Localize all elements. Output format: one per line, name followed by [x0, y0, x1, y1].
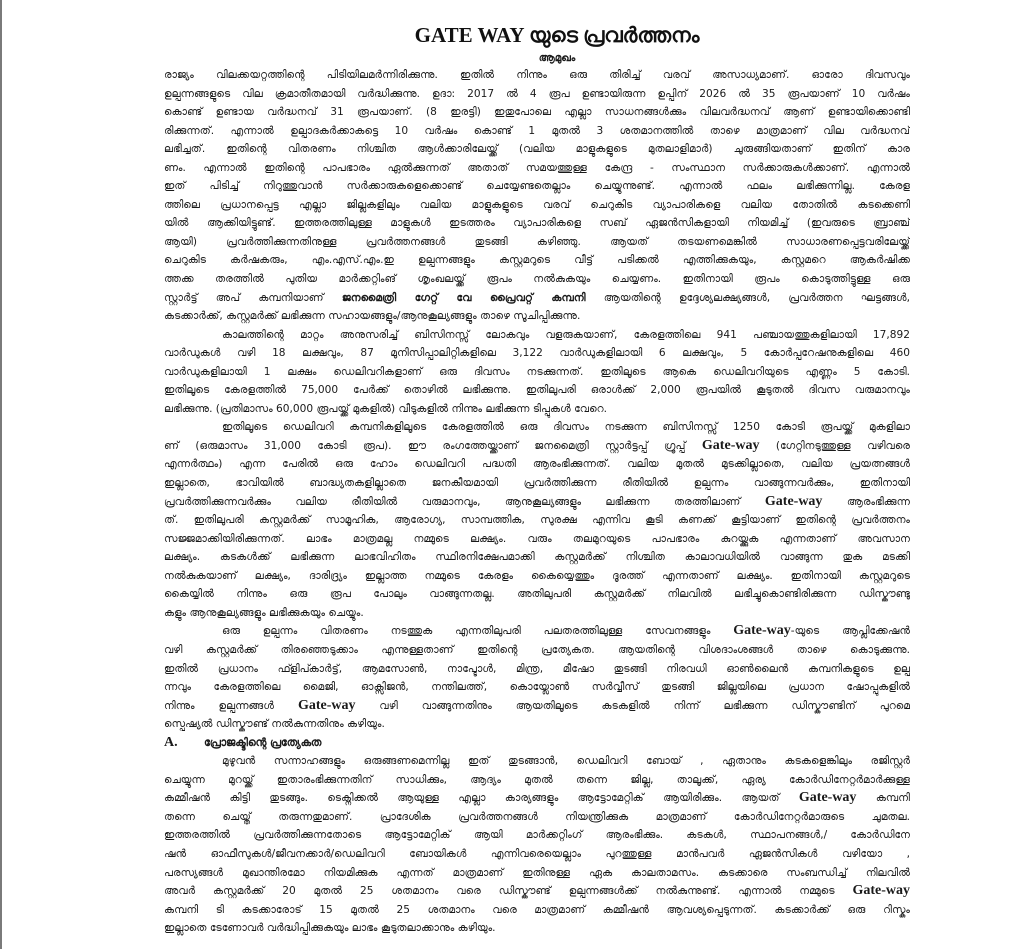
text-line: ത്തക്ക തരത്തിൽ പുതിയ മാർക്കറ്റിംങ് ശൃംഖലയ്ക്ക് രൂപം നൽകുകയും ചെയ്യണം. ഇതിനായി രൂപം കൊടുത്തിട്ടുള്ള ഒരു	[164, 273, 910, 286]
text-line: ഉല്പന്നങ്ങളുടെ വില ക്രമാതീതമായി വർദ്ധിക്കുന്നു. ഉദാ: 2017 ൽ 4 രൂപ ഉണ്ടായിരുന്ന ഉപ്പിന് 2026 ൽ 35 രൂപയാണ് 10 വർഷം	[164, 87, 910, 100]
text-line: വഴി കസ്റ്റമർക്ക് തിരഞ്ഞെടുക്കാം എന്നുള്ളതാണ് ഇതിന്റെ പ്രത്യേകത. ആയതിന്റെ വിശദാംശങ്ങൾ താഴെ കൊടുക്കുന്നു.	[164, 643, 910, 656]
text-line: കമ്പനി ടി കടക്കാരോട് 15 മുതൽ 25 ശതമാനം വരെ മാത്രമാണ് കമ്മീഷൻ ആവശ്യപ്പെടുന്നത്. കടക്കാർക്ക് ഒരു റിസ്കും	[164, 903, 910, 916]
text-line: നൽകുകയാണ് ലക്ഷ്യം, ദാരിദ്ര്യം ഇല്ലാത്ത നമ്മുടെ കേരളം കൈയ്യെത്തും ദൂരത്ത് എന്നതാണ് ലക്ഷ്യം. ഇതിനായി കസ്റ്റമറുടെ	[164, 569, 910, 582]
brand-name: Gate-way	[701, 437, 760, 453]
document-subtitle: ആമുഖം	[538, 52, 576, 64]
text-line: കൊണ്ട് ഉണ്ടായ വർദ്ധനവ് 31 രൂപയാണ്. (8 ഇരട്ടി) ഇതുപോലെ എല്ലാ സാധനങ്ങൾക്കും വിലവർദ്ധനവ് ആണ് ഉണ്ടായിക്കൊണ്ടി	[164, 106, 910, 119]
text-line: ഇത് പിടിച്ച് നിറുത്തുവാൻ സർക്കാരുകളെക്കൊണ്ട് ചെയ്യേണ്ടതെല്ലാം ചെയ്യുന്നുണ്ട്. എന്നാൽ ഫലം ലഭിക്കുന്നില്ല. കേരള	[164, 180, 910, 193]
text-line: ഇത്തരത്തിൽ പ്രവർത്തിക്കുന്നതോടെ ആട്ടോമേറ്റിക് ആയി മാർക്കറ്റിംഗ് ആരംഭിക്കും. കടകൾ, സ്ഥാപനങ്ങൾ,/ കോർഡിനേ	[164, 829, 910, 842]
brand-name: Gate-way	[733, 623, 791, 639]
text-line: യിൽ ആക്കിയിട്ടുണ്ട്. ഇത്തരത്തിലുള്ള മാളുകൾ ഇടത്തരം വ്യാപാരികളെ സബ് ഏജൻസികളായി നിയമിച്ച് (ഇവരുടെ ബ്രാഞ്ച്	[164, 217, 910, 230]
text-line: ത്. ഇതിലുപരി കസ്റ്റമർക്ക് സാമൂഹിക, ആരോഗ്യ, സാമ്പത്തിക, സുരക്ഷ എന്നിവ കൂടി കണക്ക് കൂട്ടിയാണ് ഇതിന്റെ പ്രവർത്തനം	[164, 514, 910, 527]
text-line: ഇതിലൂടെ കേരളത്തിൽ 75,000 പേർക്ക് തൊഴിൽ ലഭിക്കുന്നു. ഇതിലുപരി ഒരാൾക്ക് 2,000 രൂപയിൽ കൂടുതൽ ദിവസ വരുമാനവും	[164, 384, 910, 397]
text-line: രാജ്യം വിലക്കയറ്റത്തിന്റെ പിടിയിലമർന്നിരിക്കുന്നു. ഇതിൽ നിന്നും ഒരു തിരിച്ച് വരവ് അസാധ്യമാണ്. ഓരോ ദിവസവും	[164, 69, 910, 81]
text-line: ഇതിൽ പ്രധാനം ഫ്ളിപ്കാർട്ട്, ആമസോൺ, നാപ്ടോൾ, മിന്ത്ര, മീഷോ തുടങ്ങി നിരവധി ഓൺലൈൻ കമ്പനികളുടെ ഉല്പ	[164, 662, 910, 675]
text-line: തന്നെ ചെയ്ത് തരുന്നതുമാണ്. പ്രാദേശിക പ്രവർത്തനങ്ങൾ നിയന്ത്രിക്കുക മാത്രമാണ് കോർഡിനേറ്റർമാരുടെ ചുമതല.	[164, 810, 910, 823]
text-line: വാർഡുകൾ വഴി 18 ലക്ഷവും, 87 മുനിസിപ്പാലിറ്റികളിലെ 3,122 വാർഡുകളിലായി 6 ലക്ഷവും, 5 കോർപ്പറേഷനുകളിലെ 460	[164, 347, 910, 360]
text-line: സജ്ജമാക്കിയിരിക്കുന്നത്. ലാഭം മാത്രമല്ല നമ്മുടെ ലക്ഷ്യം. വരും തലമുറയുടെ പാപഭാരം കുറയ്ക്കുക എന്നതാണ് അവസാന	[164, 532, 910, 545]
document-title: GATE WAY യുടെ പ്രവർത്തനം	[414, 23, 700, 47]
paragraph	[164, 418, 910, 622]
text-line: ത്തിലെ പ്രധാനപ്പെട്ട എല്ലാ ജില്ലകളിലും വലിയ മാളുകളുടെ വരവ് ചെറുകിട വ്യാപാരികളെ വലിയ തോതിൽ കടക്കെണി	[164, 198, 910, 211]
text-line: ണം. എന്നാൽ ഇതിന്റെ പാപഭാരം ഏൽക്കുന്നത് അതാത് സമയത്തുള്ള കേന്ദ്ര - സംസ്ഥാന സർക്കാരുകൾക്കാണ്. എന്നാൽ	[164, 161, 910, 174]
text-line: ലക്ഷ്യം. കടകൾക്ക് ലഭിക്കുന്ന ലാഭവിഹിതം സ്ഥിരനിക്ഷേപമാക്കി കസ്റ്റമർക്ക് നിശ്ചിത കാലാവധിയിൽ വാങ്ങുന്ന തുക മടക്കി	[164, 551, 910, 564]
section-a-heading	[164, 734, 910, 753]
text-line: മുഴുവൻ സന്നാഹങ്ങളും ഒരുങ്ങണമെന്നില്ല ഇത് തുടങ്ങാൻ, ഡെലിവറി ബോയ് , ഏതാനും കടകളെങ്കിലും രജിസ്റ്റർ	[222, 755, 910, 768]
brand-name: Gate-way	[852, 883, 910, 899]
text-line: ലഭിക്കുന്നു. (പ്രതിമാസം 60,000 രൂപയ്ക്ക് മുകളിൽ) വീടുകളിൽ നിന്നും ലഭിക്കുന്ന ടിപ്പുകൾ വേറെ.	[164, 402, 608, 415]
brand-name: Gate-way	[798, 790, 857, 806]
text-line: സ്പെഷ്യൽ ഡിസ്കൗണ്ട് നൽകുന്നതിനും കഴിയും.	[164, 718, 385, 731]
text-line: ണ് (ഒരുമാസം 31,000 കോടി രൂപ). ഈ രംഗത്തേയ്ക്കാണ് ജനമൈത്രി സ്റ്റാർട്ടപ്പ് ഗ്രൂപ്പ് Gate-way (ഗേറ്റിനടുത്തുള്ള വഴിവരെ	[164, 437, 910, 453]
text-line: വാർഡുകളിലായി 1 ലക്ഷം ഡെലിവറികളാണ് ഒരു ദിവസം നടക്കുന്നത്. ഇതിലൂടെ ആകെ ഡെലിവറിയുടെ എണ്ണം 5 കോടി.	[164, 365, 910, 378]
text-line: രിക്കുന്നത്. എന്നാൽ ഉല്പാദകർക്കാകട്ടെ 10 വർഷം കൊണ്ട് 1 മുതൽ 3 ശതമാനത്തിൽ താഴെ മാത്രമാണ് വില വർദ്ധനവ്	[164, 124, 910, 137]
body-paragraphs	[164, 66, 910, 734]
brand-name: Gate-way	[297, 697, 356, 713]
text-line: കൈയ്യിൽ നിന്നും ഒരു രൂപ പോലും വാങ്ങുന്നതല്ല. അതിലുപരി കസ്റ്റമർക്ക് നിലവിൽ ലഭിച്ചുകൊണ്ടിരിക്കുന്ന ഡിസ്കൗണ്ടു	[164, 588, 910, 601]
text-line: ന്നവും കേരളത്തിലെ മൈജി, ഓക്സിജൻ, നന്തിലത്ത്, കൊയ്ലോൺ സർവ്വീസ് തുടങ്ങി ജില്ലയിലെ പ്രധാന ഷോപ്പുകളിൽ	[164, 681, 910, 694]
text-line: ഒരു ഉല്പന്നം വിതരണം നടത്തുക എന്നതിലുപരി പലതരത്തിലുള്ള സേവനങ്ങളും Gate-way-യുടെ ആപ്ലിക്കേഷൻ	[222, 623, 910, 639]
paragraph	[164, 622, 910, 733]
section-heading-text: പ്രോജക്ടിന്റെ പ്രത്യേകത	[204, 735, 322, 749]
text-line: നിന്നും ഉല്പന്നങ്ങൾ Gate-way വഴി വാങ്ങുന്നതിനും ആയതിലൂടെ കടകളിൽ നിന്ന് ലഭിക്കുന്ന ഡിസ്കൗണ്ടിന് പുറമെ	[164, 697, 910, 713]
text-line: എന്നർത്ഥം) എന്ന പേരിൽ ഒരു ഹോം ഡെലിവറി പദ്ധതി ആരംഭിക്കുന്നത്. വലിയ മുതൽ മുടക്കില്ലാതെ, വലിയ പ്രയത്നങ്ങൾ	[164, 458, 910, 471]
text-line: കടക്കാർക്ക്, കസ്റ്റമർക്ക് ലഭിക്കുന്ന സഹായങ്ങളും/ആനുകൂല്യങ്ങളും താഴെ സൂചിപ്പിക്കുന്നു.	[164, 310, 581, 323]
text-line: ചെയ്യുന്ന മുറയ്ക്ക് ഇതാരംഭിക്കുന്നതിന് സാധിക്കും, ആദ്യം മുതൽ തന്നെ ജില്ല, താലൂക്ക്, ഏര്യ കോർഡിനേറ്റർമാർക്കുള്ള	[164, 773, 910, 786]
text-line: ആയി) പ്രവർത്തിക്കുന്നതിനുള്ള പ്രവർത്തനങ്ങൾ തുടങ്ങി കഴിഞ്ഞു. ആയത് തടയണമെങ്കിൽ സാധാരണപ്പെട്ടവരിലേയ്ക്ക്	[164, 235, 910, 248]
paragraph	[164, 326, 910, 419]
document-page	[164, 22, 910, 938]
company-name: ജനമൈത്രി ഗേറ്റ് വേ പ്രൈവറ്റ് കമ്പനി	[341, 291, 586, 304]
text-line: ലഭിച്ചത്. ഇതിന്റെ വിതരണം നിശ്ചിത ആൾക്കാരിലേയ്ക്ക് (വലിയ മാളുകളുടെ മുതലാളിമാർ) ചുരുങ്ങിയതാണ് ഇതിന് കാര	[164, 143, 910, 156]
text-line: അവർ കസ്റ്റമർക്ക് 20 മുതൽ 25 ശതമാനം വരെ ഡിസ്കൗണ്ട് ഉല്പന്നങ്ങൾക്ക് നൽകുന്നുണ്ട്. എന്നാൽ നമ്മുടെ Gate-way	[164, 883, 910, 899]
text-line: പ്രവർത്തിക്കുന്നവർക്കും വലിയ രീതിയിൽ വരുമാനവും, ആനുകൂല്യങ്ങളും ലഭിക്കുന്ന തരത്തിലാണ് Gate-way ആരംഭിക്കുന്ന	[164, 493, 910, 509]
text-line: ഷൻ ഓഫീസുകൾ/ജീവനക്കാർ/ഡെലിവറി ബോയികൾ എന്നിവരെയെല്ലാം പുറത്തുള്ള മാൻപവർ ഏജൻസികൾ വഴിയോ ,	[164, 847, 910, 860]
paragraph	[164, 66, 910, 326]
text-line: സ്റ്റാർട്ട് അപ് കമ്പനിയാണ് ജനമൈത്രി ഗേറ്റ് വേ പ്രൈവറ്റ് കമ്പനി ആയതിന്റെ ഉദ്ദേശ്യലക്ഷ്യങ്ങൾ, പ്രവർത്തന ഘട്ടങ്ങൾ,	[164, 291, 910, 304]
text-line: ഇതിലൂടെ ഡെലിവറി കമ്പനികളിലൂടെ കേരളത്തിൽ ഒരു ദിവസം നടക്കുന്ന ബിസിനസ്സ് 1250 കോടി രൂപയ്ക്ക് മുകളിലാ	[222, 421, 910, 434]
text-line: കളും ആനുകൂല്യങ്ങളും ലഭിക്കുകയും ചെയ്യും.	[164, 606, 364, 619]
text-line: കമ്മീഷൻ കിട്ടി തുടങ്ങും. ടെക്നിക്കൽ ആയുള്ള എല്ലാ കാര്യങ്ങളും ആട്ടോമേറ്റിക് ആയിരിക്കും. ആയത് Gate-way കമ്പനി	[164, 790, 910, 806]
section-letter: A.	[164, 734, 178, 750]
text-line: ഇല്ലാതെ, ഭാവിയിൽ ബാദ്ധ്യതകളില്ലാതെ ജനകീയമായി പ്രവർത്തിക്കുന്ന രീതിയിൽ ഉല്പന്നം വാങ്ങുന്നവർക്കും, ഇതിനായി	[164, 477, 910, 490]
text-line: കാലത്തിന്റെ മാറ്റം അനുസരിച്ച് ബിസിനസ്സ് ലോകവും വളരുകയാണ്, കേരളത്തിലെ 941 പഞ്ചായത്തുകളിലായി 17,892	[222, 328, 910, 341]
brand-name: Gate-way	[764, 493, 823, 509]
text-line: ചെറുകിട കർഷകരും, എം.എസ്.എം.ഇ ഉല്പന്നങ്ങളും കസ്റ്റമറുടെ വീട്ട് പടിക്കൽ എത്തിക്കുകയും, കസ്റ്റമറെ ആകർഷിക്ക	[164, 254, 910, 267]
section-a-body	[164, 752, 910, 937]
text-line: ഇല്ലാതെ ടേണോവർ വർദ്ധിപ്പിക്കുകയും ലാഭം കൂടുതലാക്കാനും കഴിയും.	[164, 922, 496, 935]
text-line: പരസ്യങ്ങൾ മുഖാന്തിരമോ നിയമിക്കുക എന്നത് മാത്രമാണ് ഇതിനുള്ള ഏക കാലതാമസം. കടക്കാരെ സംബന്ധിച്ച് നിലവിൽ	[164, 866, 910, 879]
